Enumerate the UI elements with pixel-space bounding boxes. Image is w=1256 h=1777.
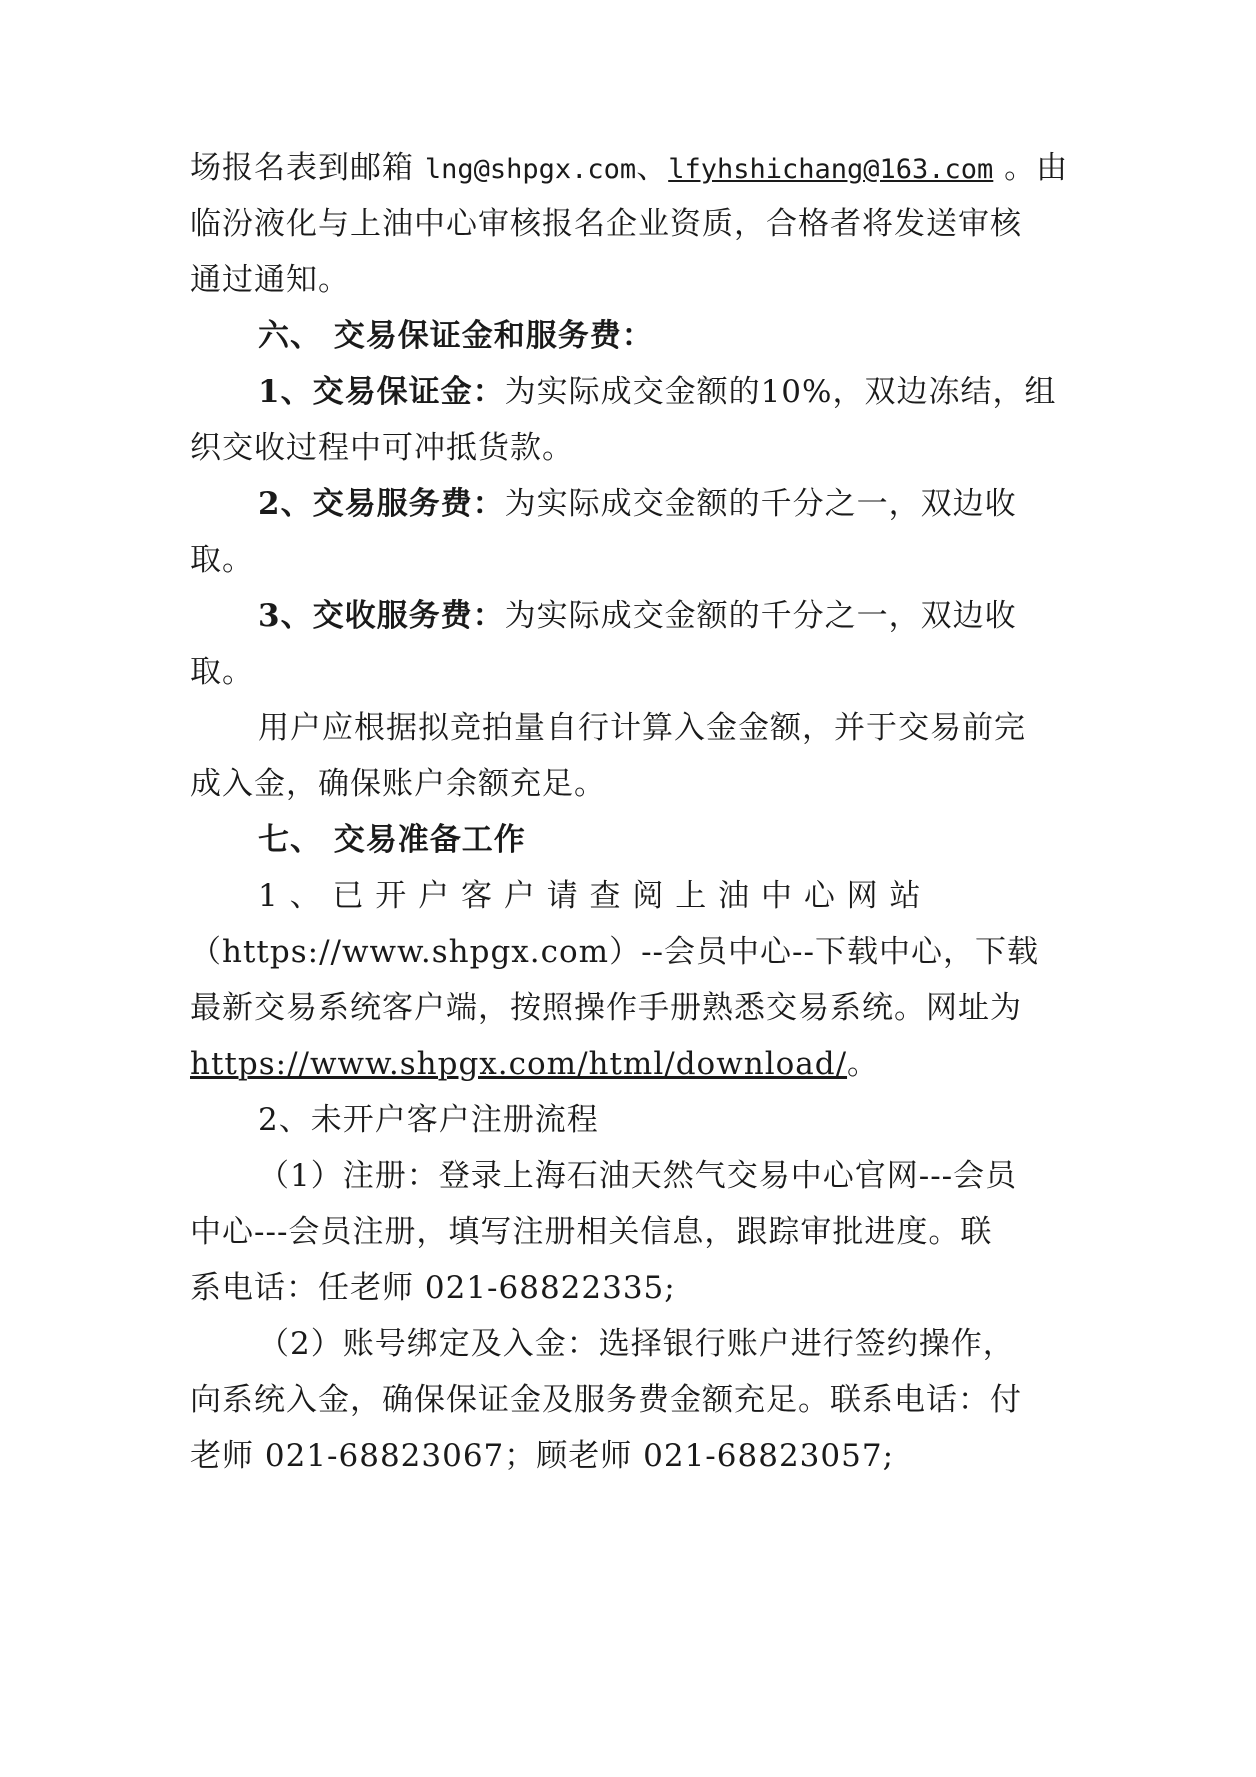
- paragraph-line: 临汾液化与上油中心审核报名企业资质，合格者将发送审核: [190, 206, 1022, 242]
- sub-heading: 2、未开户客户注册流程: [258, 1102, 599, 1138]
- paragraph-line: （2）账号绑定及入金：选择银行账户进行签约操作，: [258, 1326, 1015, 1362]
- download-link[interactable]: https://www.shpgx.com/html/download/: [190, 1046, 848, 1082]
- item-label: 3、交收服务费：: [258, 598, 505, 634]
- text-segment: 场报名表到邮箱: [190, 150, 425, 186]
- paragraph-line: 取。: [190, 654, 254, 690]
- item-text: 为实际成交金额的千分之一，双边收: [504, 486, 1017, 522]
- paragraph-line: 中心---会员注册，填写注册相关信息，跟踪审批进度。联: [190, 1214, 993, 1250]
- paragraph-line: 取。: [190, 542, 254, 578]
- paragraph-line: 向系统入金，确保保证金及服务费金额充足。联系电话：付: [190, 1382, 1022, 1418]
- email-text: lng@shpgx.com: [424, 154, 637, 185]
- paragraph-line: [190, 146, 1070, 192]
- list-item: [258, 594, 1070, 638]
- list-item: [258, 370, 1070, 414]
- text-segment: 。: [847, 1046, 880, 1082]
- paragraph-line: （https://www.shpgx.com）--会员中心--下载中心，下载: [190, 934, 1039, 970]
- paragraph-line: 用户应根据拟竞拍量自行计算入金金额，并于交易前完: [258, 710, 1026, 746]
- item-label: 2、交易服务费：: [258, 486, 505, 522]
- paragraph-line: 织交收过程中可冲抵货款。: [190, 430, 574, 466]
- paragraph-line: 通过通知。: [190, 262, 350, 298]
- section-heading: 七、 交易准备工作: [258, 822, 526, 858]
- email-link[interactable]: lfyhshichang@163.com: [668, 154, 994, 185]
- paragraph-line: 成入金，确保账户余额充足。: [190, 766, 606, 802]
- section-heading: 六、 交易保证金和服务费：: [258, 318, 654, 354]
- text-segment: 、: [636, 150, 669, 186]
- item-text: 为实际成交金额的10%，双边冻结，组: [504, 374, 1057, 410]
- paragraph-line: （1）注册：登录上海石油天然气交易中心官网---会员: [258, 1158, 1018, 1194]
- item-label: 1、交易保证金：: [258, 374, 505, 410]
- list-item: [258, 482, 1070, 526]
- paragraph-line: 老师 021-68823067；顾老师 021-68823057;: [190, 1438, 895, 1474]
- paragraph-line: 系电话：任老师 021-68822335;: [190, 1270, 676, 1306]
- item-text: 为实际成交金额的千分之一，双边收: [504, 598, 1017, 634]
- paragraph-line: 最新交易系统客户端，按照操作手册熟悉交易系统。网址为: [190, 990, 1022, 1026]
- paragraph-line: 1 、 已 开 户 客 户 请 查 阅 上 油 中 心 网 站: [258, 878, 922, 914]
- text-segment: 。由: [993, 150, 1069, 186]
- paragraph-line: [190, 1042, 1070, 1086]
